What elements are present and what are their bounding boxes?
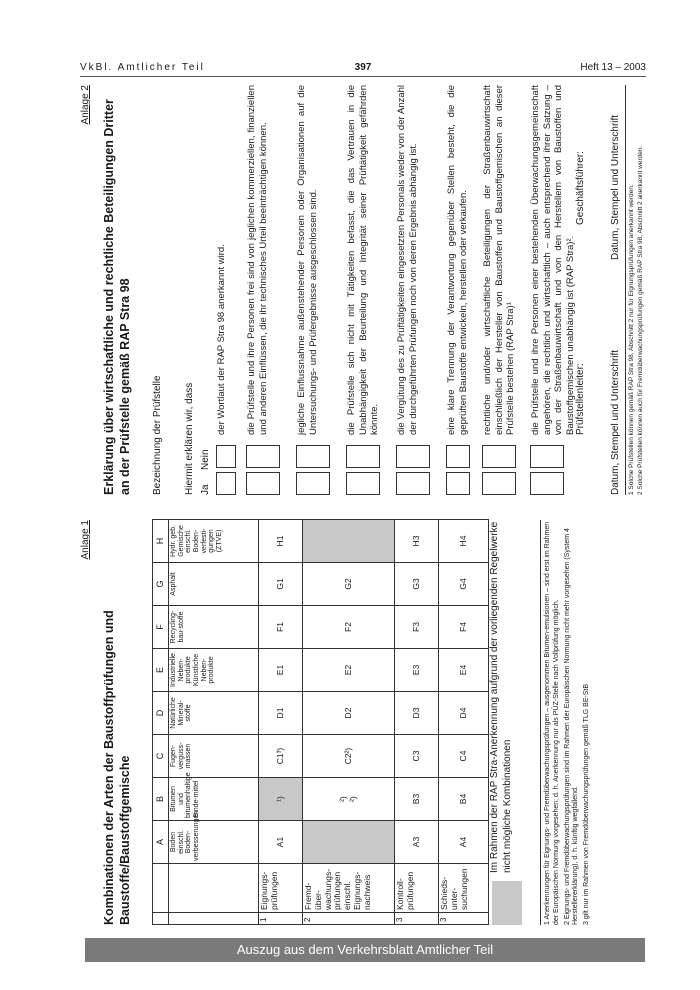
table-cell: G1 — [259, 563, 303, 606]
declaration-item — [296, 85, 334, 495]
declaration-text: jegliche Einflussnahme außenstehender Personen oder Organisationen auf die Untersuchungs- und Prüfergebnisse ausgeschlossen sind. — [296, 85, 319, 435]
nein-checkbox[interactable] — [482, 445, 516, 468]
table-cell: D2 — [303, 692, 395, 735]
declaration-text: der Wortlaut der RAP Stra 98 anerkannt wird. — [216, 244, 227, 435]
declaration-text: die Vergütung des zu Prüftätigkeiten eingesetzten Personals weder von der Anzahl der durchgeführten Prüfungen noch von deren Ergebnis abhängig ist. — [396, 85, 419, 435]
table-cell: C2²) — [303, 735, 395, 778]
row-label: Kontroll-prüfungen — [395, 864, 439, 913]
row-label: Eignungs-prüfungen — [259, 864, 303, 913]
table-cell: ¹) — [259, 778, 303, 821]
table-cell: G2 — [303, 563, 395, 606]
letter-row — [153, 520, 169, 925]
ja-checkbox[interactable] — [346, 472, 380, 495]
table-cell: E4 — [439, 649, 489, 692]
table-cell: D3 — [395, 692, 439, 735]
table-cell: C4 — [439, 735, 489, 778]
running-header — [80, 62, 646, 77]
declaration-text: rechtliche und/oder wirtschaftliche Beteiligungen der Straßenbauwirtschaft einschließlich der Hersteller von Baustoffen und Baustoffgemischen an dieser Prüfstelle bestehen (RAP Stra)¹ — [482, 85, 517, 435]
col-letter: B — [153, 778, 169, 821]
ja-checkbox[interactable] — [482, 472, 516, 495]
row-number: 1 — [259, 913, 303, 925]
legend — [488, 520, 524, 925]
corner-cell — [153, 913, 169, 925]
table-cell: D1 — [259, 692, 303, 735]
table-cell: A1 — [259, 821, 303, 864]
table-cell: C1³) — [259, 735, 303, 778]
declaration-item — [346, 85, 384, 495]
col-letter: C — [153, 735, 169, 778]
col-description: Hydr. geb. Gemische einschl. Boden-verfesti-gungen (ZTVE) — [169, 520, 259, 563]
nein-checkbox[interactable] — [396, 445, 430, 468]
table-cell: G4 — [439, 563, 489, 606]
nein-checkbox[interactable] — [296, 445, 330, 468]
col-description: Fugen-verguss-massen — [169, 735, 259, 778]
table-cell: E2 — [303, 649, 395, 692]
hiermit-text: Hiermit erklären wir, dass — [184, 382, 195, 495]
declaration-item — [216, 85, 236, 495]
combination-table — [152, 519, 489, 925]
legend-text: Im Rahmen der RAP Stra-Anerkennung aufgrund der vorliegenden Regelwerke nicht mögliche Kombinationen — [489, 521, 513, 873]
col-description: Bitumen und bitumenhaltige Binde-mittel — [169, 778, 259, 821]
ja-checkbox[interactable] — [530, 472, 564, 495]
page-number: 397 — [354, 62, 372, 73]
table-cell: ²) ²) — [303, 778, 395, 821]
declaration-text: die Prüfstelle und ihre Personen frei sind von jeglichen kommerziellen, finanziellen und anderen Einflüssen, die ihr technisches Urteil beeinträchtigen können. — [246, 85, 269, 435]
ja-checkbox[interactable] — [296, 472, 330, 495]
table-cell: G3 — [395, 563, 439, 606]
table-row — [259, 520, 303, 925]
ja-checkbox[interactable] — [446, 472, 470, 495]
anlage-2-footnotes — [625, 85, 646, 495]
nein-checkbox[interactable] — [346, 445, 380, 468]
col-description: Boden einschl. Boden-verbesserungen — [169, 821, 259, 864]
bezeichnung-label: Bezeichnung der Prüfstelle — [152, 375, 163, 495]
table-cell: H4 — [439, 520, 489, 563]
table-cell: F1 — [259, 606, 303, 649]
pruefstellenleiter-label: Prüfstellenleiter: — [575, 363, 586, 435]
nein-checkbox[interactable] — [530, 445, 564, 468]
row-number: 2 — [303, 913, 395, 925]
legend-swatch — [492, 881, 522, 925]
col-letter: A — [153, 821, 169, 864]
row-label: Fremd-über-wachungs-prüfungen einschl. Eignungs-nachweis — [303, 864, 395, 913]
footnote: 2 Solche Prüfstellen können auch für Fremdüberwachungsprüfungen gemäß RAP Stra 98, Abschnitt 2 anerkannt werden. — [636, 145, 644, 495]
ja-checkbox[interactable] — [396, 472, 430, 495]
table-cell: B3 — [395, 778, 439, 821]
nein-checkbox[interactable] — [446, 445, 470, 468]
ja-nein-header — [200, 445, 212, 495]
geschaeftsfuehrer-label: Geschäftsführer: — [575, 151, 586, 225]
declaration-text: die Prüfstelle und ihre Personen einer bestehenden Überwachungsgemeinschaft angehören, die rechtlich und wirtschaftlich – auch entsprechend ihrer Satzung – von der Straßenbauwirtschaft und von den Herstellern von Baustoffen und Baustoffgemischen unabhängig ist (RAP Stra)². — [530, 85, 576, 435]
table-cell: H1 — [259, 520, 303, 563]
table-cell — [303, 520, 395, 563]
description-row — [169, 520, 259, 925]
declaration-item — [446, 85, 472, 495]
declaration-text: eine klare Trennung der Verantwortung gegenüber Stellen besteht, die die geprüften Baustoffe entwickeln, herstellen oder verkaufen. — [446, 85, 469, 435]
col-description: Recycling-bau-stoffe — [169, 606, 259, 649]
col-description: Asphalt — [169, 563, 259, 606]
declaration-item — [396, 85, 434, 495]
corner-cell — [169, 913, 259, 925]
declaration-item — [482, 85, 520, 495]
table-cell: F2 — [303, 606, 395, 649]
table-cell: F3 — [395, 606, 439, 649]
col-letter: G — [153, 563, 169, 606]
nein-checkbox[interactable] — [246, 445, 280, 468]
table-cell: C3 — [395, 735, 439, 778]
rotated-content — [80, 85, 645, 925]
declaration-item — [246, 85, 284, 495]
declaration-item — [530, 85, 576, 495]
col-description: Industrielle Neben-produkte Künstliche Neben-produkte — [169, 649, 259, 692]
footnote: 3 gilt nur im Rahmen von Fremdüberwachungsprüfungen gemäß TLG BE-StB — [583, 683, 590, 925]
anlage-1-title: Kombinationen der Arten der Baustoffprüfungen und Baustoffe/Baustoffgemische — [102, 610, 132, 925]
footnote: 1 Solche Prüfstellen können gemäß RAP Stra 98, Abschnitt 2 nur für Eignungsprüfungen anerkannt werden. — [628, 184, 635, 495]
anlage-1-section — [80, 520, 645, 925]
table-row — [303, 520, 395, 925]
table-cell — [303, 821, 395, 864]
declaration-text: die Prüfstelle sich nicht mit Tätigkeiten befasst, die das Vertrauen in die Unabhängigkeit der Beurteilung und Integrität seiner Prüftätigkeit gefährden könnte. — [346, 85, 381, 435]
table-cell: D4 — [439, 692, 489, 735]
col-description: Natürliche Mineral-stoffe — [169, 692, 259, 735]
col-letter: H — [153, 520, 169, 563]
anlage-2-section — [80, 85, 645, 495]
table-cell: H3 — [395, 520, 439, 563]
table-row — [439, 520, 489, 925]
col-letter: E — [153, 649, 169, 692]
table-cell: A4 — [439, 821, 489, 864]
signature-right: Datum, Stempel und Unterschrift — [610, 114, 621, 260]
row-number: 3 — [439, 913, 489, 925]
table-cell: E3 — [395, 649, 439, 692]
corner-cell — [169, 864, 259, 913]
anlage-2-label: Anlage 2 — [80, 85, 91, 125]
ja-checkbox[interactable] — [246, 472, 280, 495]
footnote: 1 Anerkennungen für Eignungs- und Fremdüberwachungsprüfungen – ausgenommen Bitumen-emulsionen – sind erst im Rahmen der Europäischen Normung vorgesehen; d. h. Anerkennung nur als PÜZ-Stelle nach Vollprüfung möglich. — [544, 521, 560, 925]
bottom-banner: Auszug aus dem Verkehrsblatt Amtlicher Teil — [85, 938, 645, 962]
table-cell: B4 — [439, 778, 489, 821]
row-label: Schieds-unter-suchungen — [439, 864, 489, 913]
col-letter: D — [153, 692, 169, 735]
journal-name: VkBl. Amtlicher Teil — [80, 62, 205, 73]
footnote: 2 Eignungs- und Fremdüberwachungsprüfungen sind im Rahmen der Europäischen Normung nicht mehr vorgesehen (System 4 Herstellererklärung), d. h. künftig wegfallend. — [563, 528, 580, 925]
col-letter: F — [153, 606, 169, 649]
ja-label: Ja — [200, 484, 211, 495]
anlage-1-footnotes — [540, 520, 594, 925]
ja-checkbox[interactable] — [216, 472, 236, 495]
issue-number: Heft 13 – 2003 — [580, 62, 646, 73]
nein-checkbox[interactable] — [216, 445, 236, 468]
signature-left: Datum, Stempel und Unterschrift — [610, 349, 621, 495]
table-cell: F4 — [439, 606, 489, 649]
table-cell: A3 — [395, 821, 439, 864]
table-row — [395, 520, 439, 925]
anlage-1-label: Anlage 1 — [80, 520, 91, 560]
row-number: 3 — [395, 913, 439, 925]
corner-cell — [153, 864, 169, 913]
table-cell: E1 — [259, 649, 303, 692]
anlage-2-title: Erklärung über wirtschaftliche und rechtliche Beteiligungen Dritter an der Prüfstelle gemäß RAP Stra 98 — [102, 99, 132, 495]
nein-label: Nein — [200, 449, 211, 470]
